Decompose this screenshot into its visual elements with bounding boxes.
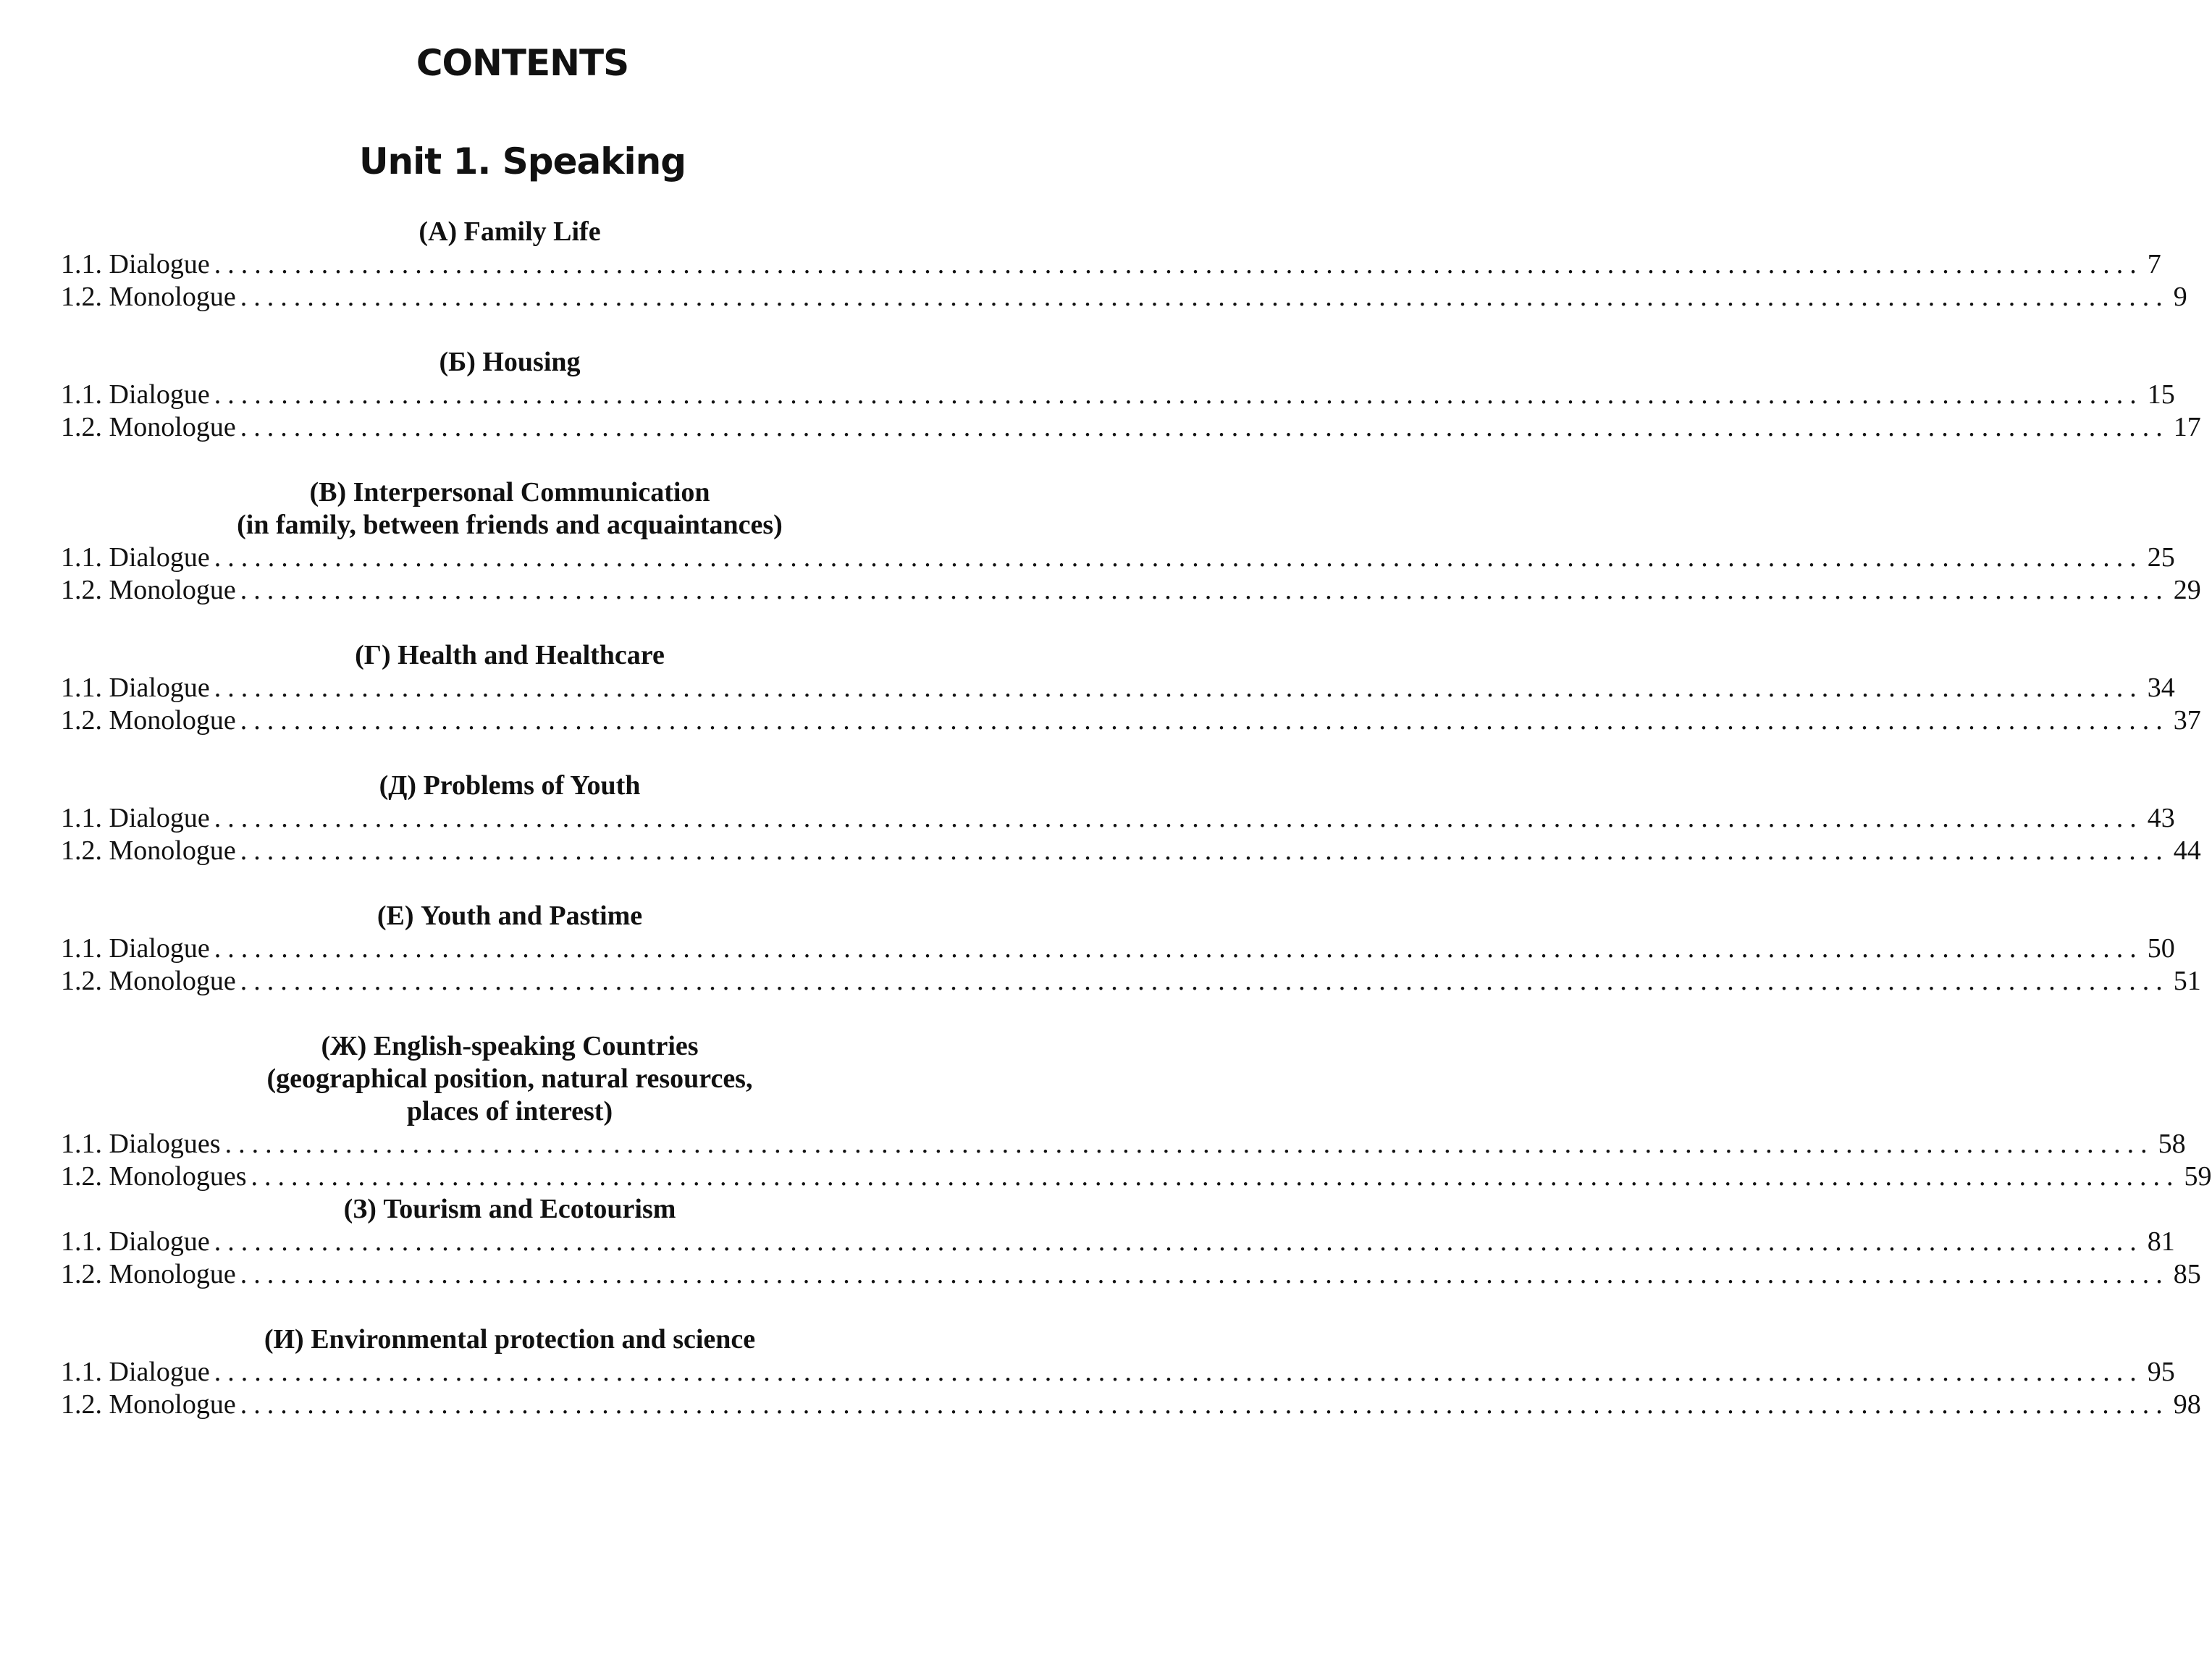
entry-label: 1.2. Monologue	[61, 575, 236, 605]
page-title: CONTENTS	[416, 42, 629, 84]
entry-label: 1.2. Monologue	[61, 412, 236, 442]
entry-label: 1.1. Dialogue	[61, 249, 210, 279]
dot-leader: ................................................................................................................................................	[214, 1357, 2143, 1387]
page-number: 58	[2158, 1129, 2186, 1159]
page-number: 17	[2173, 412, 2201, 442]
toc-entry[interactable]	[61, 574, 2201, 607]
section-heading: (Д) Problems of Youth	[379, 770, 641, 801]
toc-section	[61, 216, 2187, 313]
dot-leader: ................................................................................................................................................	[214, 933, 2143, 964]
section-heading: (В) Interpersonal Communication (in family, between friends and acquaintances)	[237, 477, 783, 540]
page-number: 50	[2147, 933, 2175, 964]
page-number: 81	[2147, 1226, 2175, 1257]
toc-entry[interactable]	[61, 835, 2201, 867]
entry-label: 1.1. Dialogue	[61, 542, 210, 573]
section-heading: (Е) Youth and Pastime	[377, 901, 643, 931]
page-number: 7	[2147, 249, 2161, 279]
dot-leader: ................................................................................................................................................	[240, 705, 2169, 736]
entry-label: 1.2. Monologues	[61, 1161, 247, 1192]
page-number: 25	[2147, 542, 2175, 573]
section-heading: (Г) Health and Healthcare	[355, 640, 665, 670]
toc-entry[interactable]	[61, 1389, 2201, 1421]
table-of-contents	[61, 216, 2212, 1421]
toc-entry[interactable]	[61, 932, 2175, 965]
dot-leader: ................................................................................................................................................	[240, 1389, 2169, 1420]
entry-label: 1.1. Dialogue	[61, 933, 210, 964]
entry-label: 1.2. Monologue	[61, 966, 236, 996]
dot-leader: ................................................................................................................................................	[214, 803, 2143, 833]
entry-label: 1.2. Monologue	[61, 1389, 236, 1420]
entry-label: 1.1. Dialogue	[61, 379, 210, 410]
page-number: 95	[2147, 1357, 2175, 1387]
page-number: 29	[2173, 575, 2201, 605]
entry-label: 1.1. Dialogue	[61, 1226, 210, 1257]
toc-entry[interactable]	[61, 411, 2201, 444]
entry-label: 1.2. Monologue	[61, 705, 236, 736]
entry-label: 1.1. Dialogue	[61, 1357, 210, 1387]
page-number: 9	[2173, 282, 2187, 312]
toc-section	[61, 476, 2201, 607]
toc-entry[interactable]	[61, 965, 2201, 998]
entry-label: 1.1. Dialogue	[61, 673, 210, 703]
section-heading: (И) Environmental protection and science	[264, 1324, 756, 1355]
dot-leader: ................................................................................................................................................	[240, 966, 2169, 996]
dot-leader: ................................................................................................................................................	[251, 1161, 2180, 1192]
dot-leader: ................................................................................................................................................	[240, 575, 2169, 605]
page-number: 85	[2173, 1259, 2201, 1289]
toc-section	[61, 770, 2201, 867]
toc-entry[interactable]	[61, 1356, 2175, 1389]
toc-entry[interactable]	[61, 672, 2175, 704]
toc-entry[interactable]	[61, 704, 2201, 737]
toc-entry[interactable]	[61, 802, 2175, 835]
toc-entry[interactable]	[61, 379, 2175, 411]
page-number: 51	[2173, 966, 2201, 996]
toc-section	[61, 1323, 2201, 1421]
section-heading: (З) Tourism and Ecotourism	[343, 1194, 676, 1224]
toc-section	[61, 346, 2201, 444]
dot-leader: ................................................................................................................................................	[214, 542, 2143, 573]
section-heading: (Ж) English-speaking Countries (geographical position, natural resources, places of interest)	[266, 1031, 753, 1126]
toc-section	[61, 1193, 2201, 1291]
page-number: 34	[2147, 673, 2175, 703]
toc-entry[interactable]	[61, 1161, 2212, 1193]
toc-section	[61, 900, 2201, 998]
entry-label: 1.1. Dialogues	[61, 1129, 221, 1159]
page-number: 37	[2173, 705, 2201, 736]
entry-label: 1.2. Monologue	[61, 835, 236, 866]
toc-section	[61, 1030, 2212, 1193]
dot-leader: ................................................................................................................................................	[214, 1226, 2143, 1257]
entry-label: 1.2. Monologue	[61, 282, 236, 312]
dot-leader: ................................................................................................................................................	[214, 673, 2143, 703]
unit-title: Unit 1. Speaking	[358, 140, 686, 182]
dot-leader: ................................................................................................................................................	[240, 412, 2169, 442]
dot-leader: ................................................................................................................................................	[214, 249, 2143, 279]
section-heading: (A) Family Life	[419, 216, 601, 247]
page-number: 98	[2173, 1389, 2201, 1420]
toc-entry[interactable]	[61, 248, 2161, 281]
toc-section	[61, 639, 2201, 737]
toc-entry[interactable]	[61, 542, 2175, 574]
toc-entry[interactable]	[61, 281, 2187, 313]
dot-leader: ................................................................................................................................................	[224, 1129, 2154, 1159]
dot-leader: ................................................................................................................................................	[240, 282, 2169, 312]
page-number: 44	[2173, 835, 2201, 866]
page-number: 59	[2184, 1161, 2212, 1192]
toc-entry[interactable]	[61, 1226, 2175, 1258]
page-number: 43	[2147, 803, 2175, 833]
dot-leader: ................................................................................................................................................	[240, 835, 2169, 866]
toc-entry[interactable]	[61, 1258, 2201, 1291]
page-number: 15	[2147, 379, 2175, 410]
dot-leader: ................................................................................................................................................	[214, 379, 2143, 410]
entry-label: 1.2. Monologue	[61, 1259, 236, 1289]
entry-label: 1.1. Dialogue	[61, 803, 210, 833]
dot-leader: ................................................................................................................................................	[240, 1259, 2169, 1289]
section-heading: (Б) Housing	[439, 347, 581, 377]
toc-entry[interactable]	[61, 1128, 2186, 1161]
